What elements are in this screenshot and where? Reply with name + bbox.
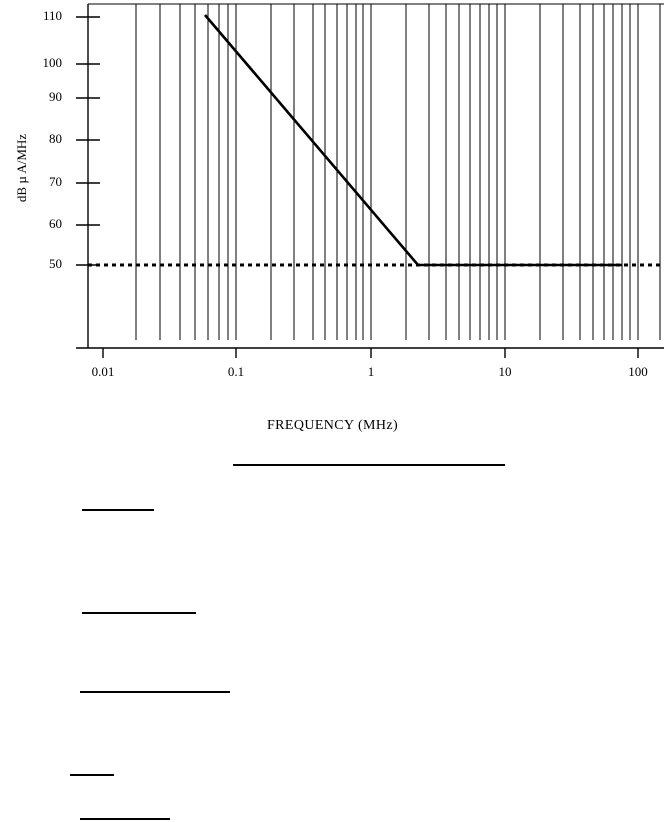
grid-lines: [136, 4, 660, 340]
y-axis-title: dB µ A/MHz: [14, 133, 29, 203]
y-tick-label-100: 100: [42, 55, 62, 70]
blank-rule-1: [233, 464, 505, 466]
blank-rule-4: [80, 691, 230, 693]
blank-rule-2: [82, 509, 154, 511]
blank-rule-3: [82, 612, 196, 614]
x-tick-label-1: 1: [367, 364, 375, 379]
y-tick-label-70: 70: [49, 174, 62, 189]
x-tick-marks: [103, 348, 638, 358]
y-tick-label-60: 60: [49, 216, 62, 231]
chart-plot: [0, 0, 665, 400]
blank-rule-6: [80, 818, 170, 820]
x-tick-label-0-01: 0.01: [91, 364, 115, 379]
limit-curve: [205, 15, 622, 265]
x-tick-label-0-1: 0.1: [227, 364, 245, 379]
x-axis-title: FREQUENCY (MHz): [266, 418, 399, 433]
x-tick-label-100: 100: [628, 364, 648, 379]
y-tick-label-80: 80: [49, 131, 62, 146]
y-tick-label-90: 90: [49, 89, 62, 104]
y-tick-label-110: 110: [42, 8, 62, 23]
y-tick-label-50: 50: [49, 256, 62, 271]
x-tick-label-10: 10: [498, 364, 512, 379]
blank-rule-5: [70, 774, 114, 776]
